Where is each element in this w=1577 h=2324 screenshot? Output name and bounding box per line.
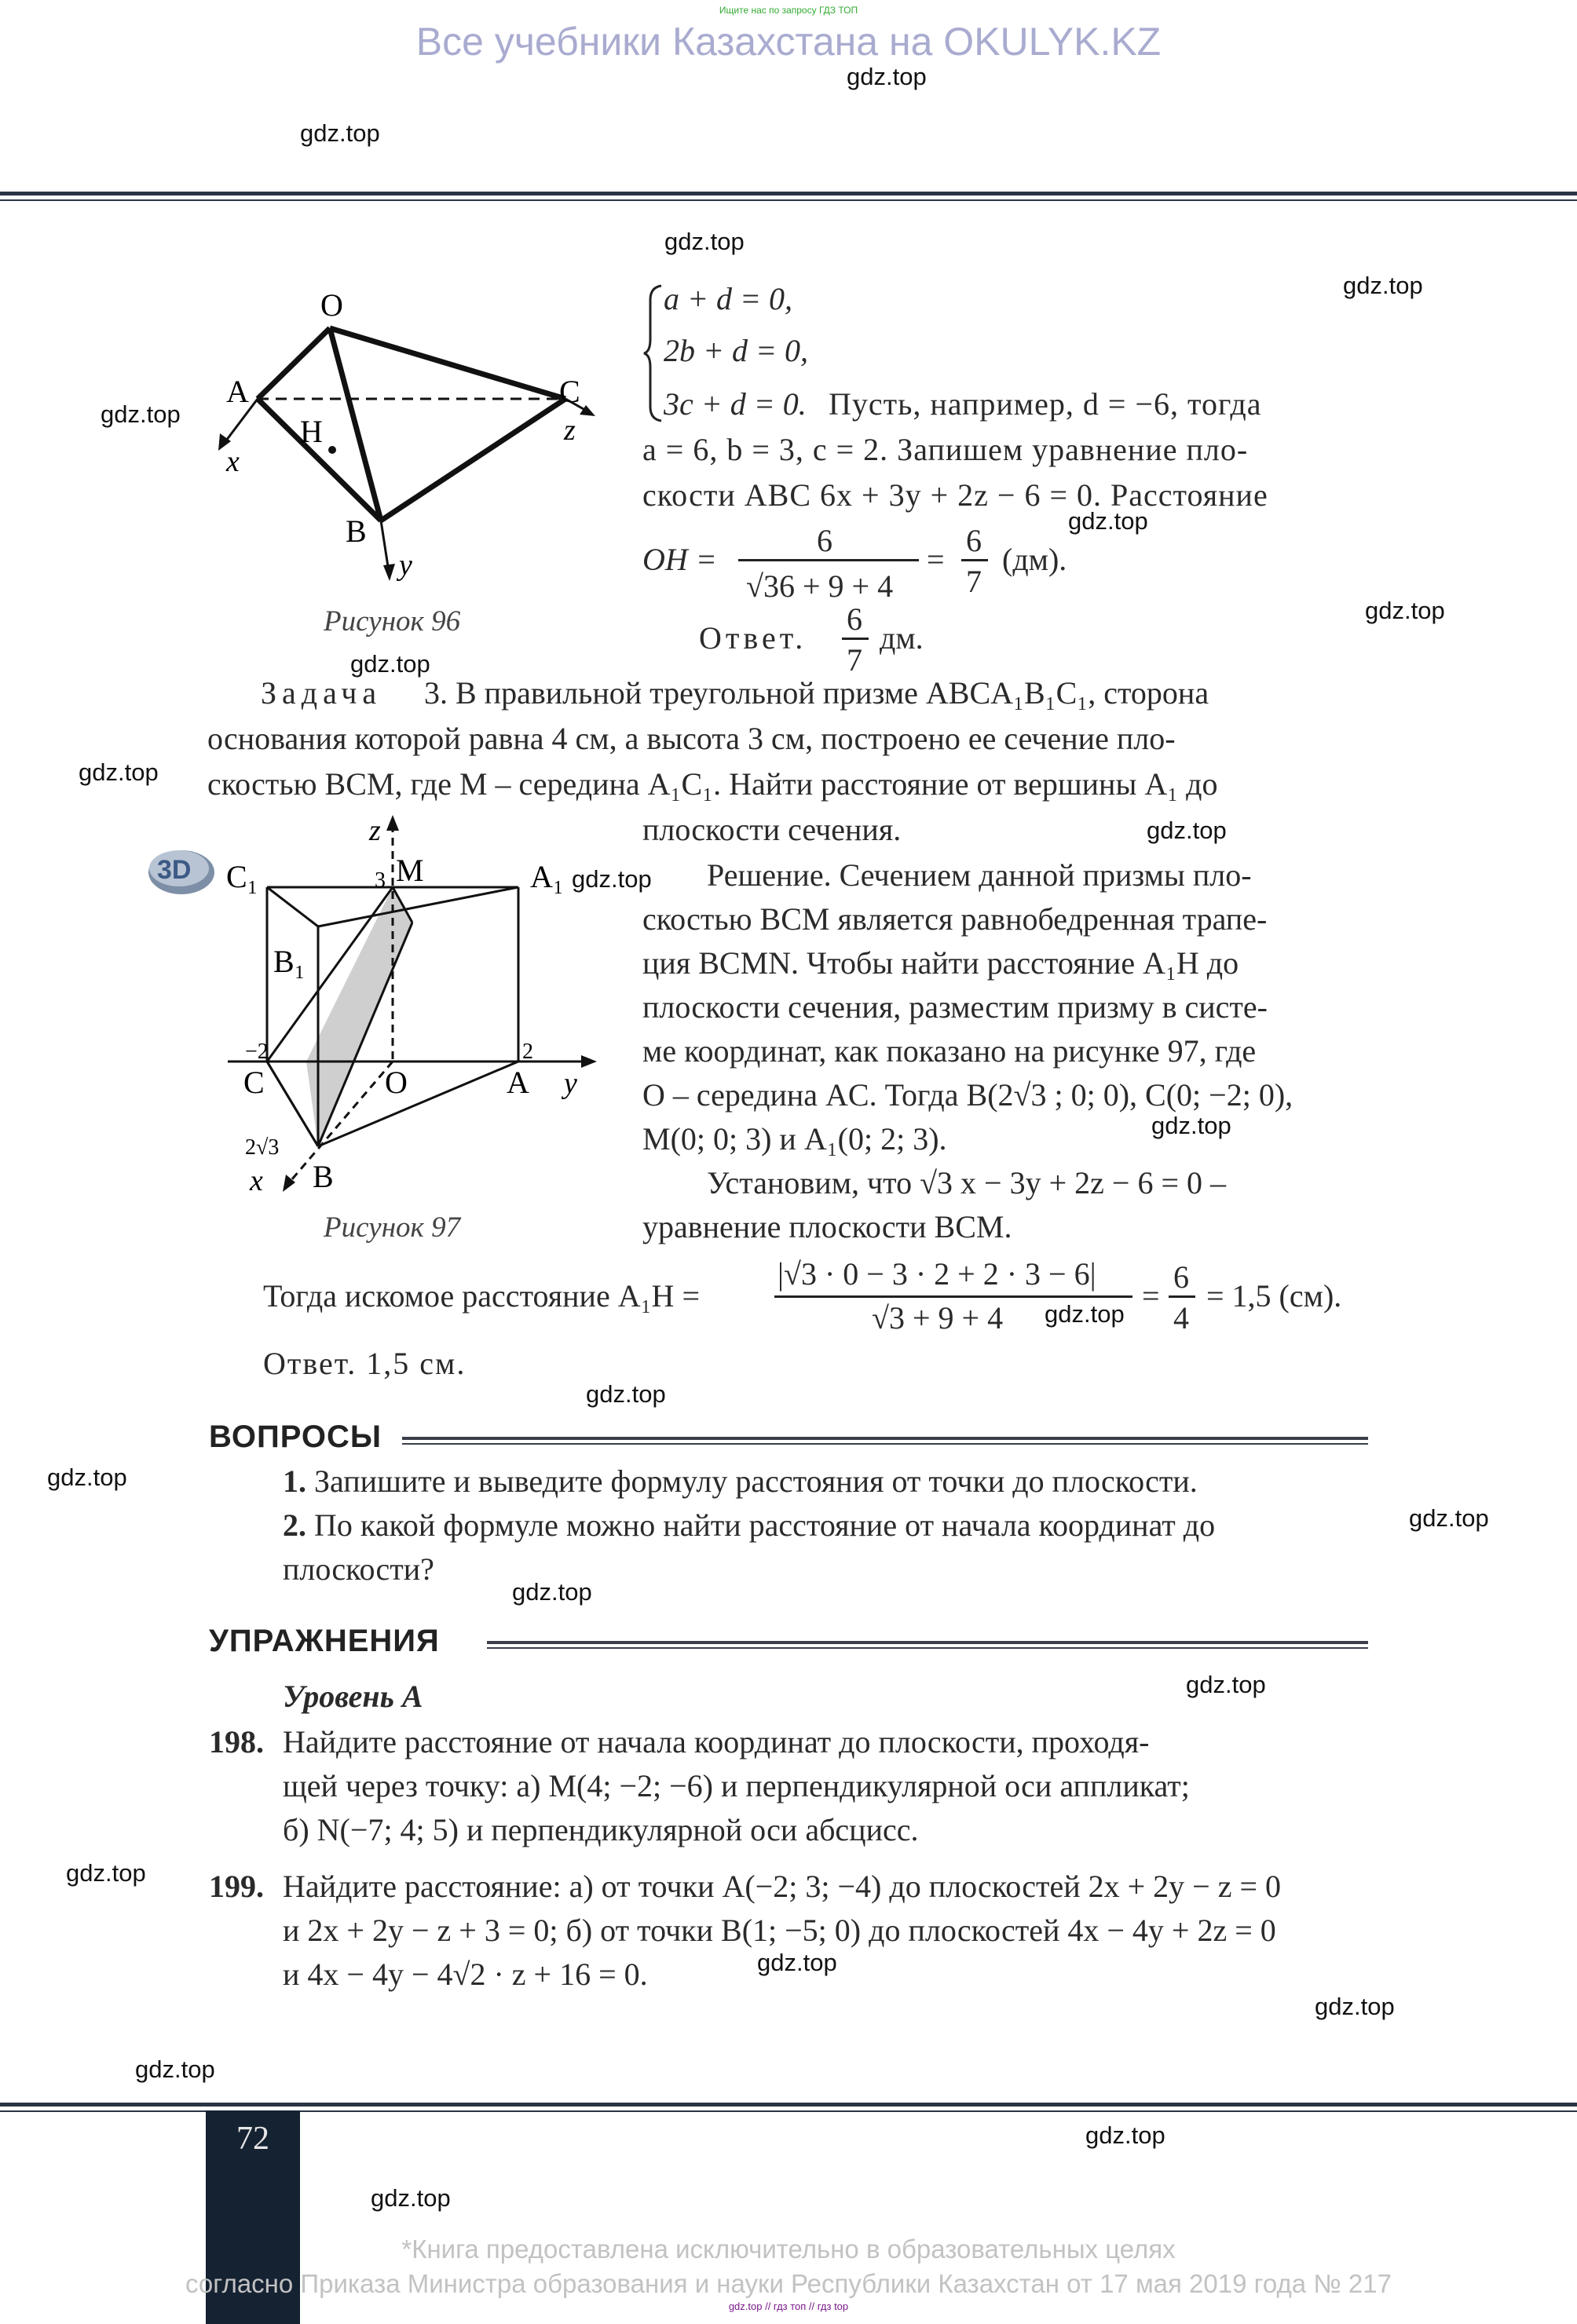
task3-line3: скостью BCM, где M – середина A₁C₁. Найти расстояние от вершины A₁ до [207, 766, 1218, 802]
exercises-title: УПРАЖНЕНИЯ [209, 1624, 440, 1658]
fig96-label-H: H [300, 414, 323, 449]
oh-unit: (дм). [1002, 542, 1067, 577]
solution-line3: скости ABC 6x + 3y + 2z − 6 = 0. Расстояние [642, 477, 1268, 513]
watermark: gdz.top [135, 2055, 215, 2083]
solution97-line: ция BCMN. Чтобы найти расстояние A₁H до [642, 945, 1239, 981]
dist-lhs: Тогда искомое расстояние A₁H = [263, 1278, 700, 1314]
exercise-199-number: 199. [209, 1869, 264, 1904]
solution97-line: ме координат, как показано на рисунке 97, где [642, 1033, 1257, 1069]
dist-numerator: |√3 · 0 − 3 · 2 + 2 · 3 − 6| [778, 1256, 1096, 1292]
answer-label-1: Ответ. [699, 620, 807, 656]
watermark: gdz.top [512, 1578, 592, 1606]
watermark: gdz.top [586, 1380, 666, 1408]
fig96-point-H [328, 446, 336, 454]
exercise-198-number: 198. [209, 1724, 264, 1759]
fig97-label-2root3: 2√3 [245, 1135, 280, 1160]
solution97-line: Установим, что √3 x − 3y + 2z − 6 = 0 – [707, 1165, 1227, 1200]
watermark: gdz.top [1147, 817, 1227, 844]
watermark: gdz.top [1315, 1993, 1395, 2020]
bottom-rule [0, 2103, 1577, 2107]
oh-fraction-bar [738, 559, 919, 561]
solution-line2: a = 6, b = 3, c = 2. Запишем уравнение пло- [642, 432, 1249, 467]
svg-text:3D: 3D [157, 855, 192, 885]
fig97-label-3: 3 [375, 868, 386, 893]
fig97-label-O: O [385, 1065, 408, 1100]
exercise-199-line2: и 2x + 2y − z + 3 = 0; б) от точки B(1; −5; 0) до плоскостей 4x − 4y + 2z = 0 [283, 1913, 1276, 1948]
solution97-line: Решение. Сечением данной призмы пло- [707, 857, 1252, 893]
solution97-line: уравнение плоскости BCM. [642, 1209, 1012, 1244]
fig97-label-C1: C₁ [226, 859, 258, 894]
fig96-edge-OA [258, 328, 330, 399]
exercise-198-line1: Найдите расстояние от начала координат до плоскости, проходя- [283, 1724, 1150, 1759]
oh-lhs: OH = [642, 542, 717, 577]
top-rule [0, 192, 1577, 195]
watermark: gdz.top [1186, 1671, 1266, 1698]
answer-den-1: 7 [847, 642, 862, 678]
exercise-198-line2: щей через точку: а) M(4; −2; −6) и перпендикулярной оси аппликат; [283, 1768, 1190, 1803]
figure-97 [220, 809, 613, 1217]
fig97-arrow-z [386, 815, 399, 831]
watermark: gdz.top [350, 650, 430, 678]
fig96-label-x: x [226, 445, 240, 478]
watermark: gdz.top [757, 1949, 837, 1976]
exercise-198-line3: б) N(−7; 4; 5) и перпендикулярной оси абсцисс. [283, 1812, 919, 1847]
exercise-199-line1: Найдите расстояние: а) от точки A(−2; 3; −4) до плоскостей 2x + 2y − z = 0 [283, 1869, 1282, 1904]
fig96-arrow-z [580, 405, 595, 416]
fig97-top-B1-A1 [318, 887, 518, 926]
dist-numerator-2: 6 [1173, 1259, 1189, 1295]
fig97-label-x: x [250, 1164, 263, 1197]
fig96-arrow-y [383, 564, 395, 581]
system-brace [642, 283, 666, 424]
page-number: 72 [236, 2121, 269, 2157]
fig96-label-z: z [564, 414, 576, 447]
fig96-axis-y [381, 521, 389, 572]
question-2-text: По какой формуле можно найти расстояние от начала координат до [314, 1507, 1216, 1543]
oh-numerator: 6 [817, 523, 832, 558]
fig97-label-M: M [396, 853, 424, 888]
task3-line1: 3. В правильной треугольной призме ABCA₁B₁C₁, сторона [424, 675, 1209, 711]
fig97-top-C1-B1 [267, 887, 318, 926]
watermark: gdz.top [101, 400, 181, 428]
footer-bottom-links[interactable]: gdz.top // гдз топ // гдз top [728, 2300, 849, 2312]
header-banner[interactable]: Все учебники Казахстана на OKULYK.KZ [415, 20, 1162, 64]
3d-badge-icon [146, 842, 217, 897]
fig96-label-A: A [226, 374, 249, 409]
question-1 [283, 1459, 1198, 1504]
oh-numerator-2: 6 [966, 523, 982, 558]
solution97-line: M(0; 0; 3) и A₁(0; 2; 3). [642, 1121, 947, 1157]
question-2-number: 2. [283, 1507, 306, 1543]
solution-line1-rest: Пусть, например, d = −6, тогда [829, 386, 1262, 422]
questions-title: ВОПРОСЫ [209, 1420, 382, 1454]
watermark: gdz.top [847, 63, 927, 90]
oh-equals: = [927, 542, 945, 577]
fig97-label-B: B [313, 1159, 334, 1194]
watermark: gdz.top [371, 2184, 451, 2212]
watermark: gdz.top [1343, 272, 1423, 299]
watermark: gdz.top [66, 1859, 146, 1887]
task3-line2: основания которой равна 4 см, а высота 3 см, построено ее сечение пло- [207, 721, 1176, 756]
dist-denominator-2: 4 [1173, 1300, 1189, 1336]
fig96-edge-OC [330, 328, 565, 399]
solution97-line: плоскости сечения, разместим призму в систе- [642, 989, 1268, 1025]
fig97-label-minus2: −2 [245, 1040, 269, 1064]
question-1-text: Запишите и выведите формулу расстояния от точки до плоскости. [314, 1463, 1198, 1499]
fig96-label-C: C [559, 374, 580, 409]
fig97-arrow-y [581, 1055, 597, 1068]
watermark: gdz.top [300, 119, 380, 147]
watermark: gdz.top [572, 865, 652, 893]
fig97-label-C: C [243, 1065, 265, 1100]
fig97-label-B1: B₁ [273, 944, 306, 979]
system-eq3: 3c + d = 0. [664, 386, 807, 422]
question-2-cont: плоскости? [283, 1551, 434, 1587]
watermark: gdz.top [1365, 597, 1445, 624]
question-1-number: 1. [283, 1463, 306, 1499]
dist-result: = 1,5 (см). [1206, 1278, 1342, 1314]
header-search-hint[interactable]: Ищите нас по запросу ГДЗ ТОП [719, 5, 858, 16]
solution97-line: скостью BCM является равнобедренная трапе- [642, 901, 1268, 937]
watermark: gdz.top [1068, 507, 1148, 535]
footer-line1: *Книга предоставлена исключительно в образовательных целях [401, 2234, 1176, 2264]
oh-denominator-2: 7 [966, 564, 982, 599]
exercise-199-line3: и 4x − 4y − 4√2 · z + 16 = 0. [283, 1957, 648, 1992]
answer-2: Ответ. 1,5 см. [263, 1346, 467, 1381]
dist-equals: = [1142, 1278, 1160, 1314]
watermark: gdz.top [1409, 1504, 1489, 1532]
watermark: gdz.top [1045, 1300, 1125, 1328]
level-a-heading: Уровень А [283, 1679, 423, 1714]
figure-96 [196, 283, 605, 597]
figure-96-caption: Рисунок 96 [324, 605, 461, 638]
watermark: gdz.top [79, 758, 159, 786]
watermark: gdz.top [1151, 1112, 1231, 1139]
system-eq2: 2b + d = 0, [664, 333, 808, 368]
solution97-line: O – середина AC. Тогда B(2√3 ; 0; 0), C(0; −2; 0), [642, 1077, 1293, 1113]
answer-num-1: 6 [847, 601, 862, 637]
fig97-label-y: y [564, 1067, 577, 1100]
fig97-label-A1: A₁ [530, 859, 564, 894]
watermark: gdz.top [47, 1463, 127, 1491]
figure-97-caption: Рисунок 97 [324, 1211, 461, 1244]
fig97-label-A: A [507, 1065, 529, 1100]
task3-line4: плоскости сечения. [642, 812, 902, 847]
fig96-edge-BC [381, 399, 565, 521]
footer-line2: согласно Приказа Министра образования и науки Республики Казахстан от 17 мая 2019 года № 217 [185, 2269, 1392, 2298]
task3-lead: Задача [261, 675, 382, 711]
fig97-label-2: 2 [522, 1040, 533, 1064]
dist-denominator: √3 + 9 + 4 [872, 1300, 1004, 1336]
questions-title-rule [402, 1437, 1368, 1445]
answer-unit-1: дм. [880, 620, 924, 656]
fig96-label-y: y [399, 549, 412, 582]
top-rule-thin [0, 199, 1577, 201]
watermark: gdz.top [664, 228, 745, 255]
fig97-label-z: z [369, 814, 381, 847]
question-2 [283, 1503, 1215, 1548]
system-eq1: a + d = 0, [664, 281, 792, 316]
oh-denominator: √36 + 9 + 4 [746, 568, 894, 604]
exercises-title-rule [487, 1641, 1368, 1649]
fig96-label-B: B [346, 513, 367, 549]
watermark: gdz.top [1085, 2121, 1165, 2149]
fig96-label-O: O [320, 287, 343, 323]
